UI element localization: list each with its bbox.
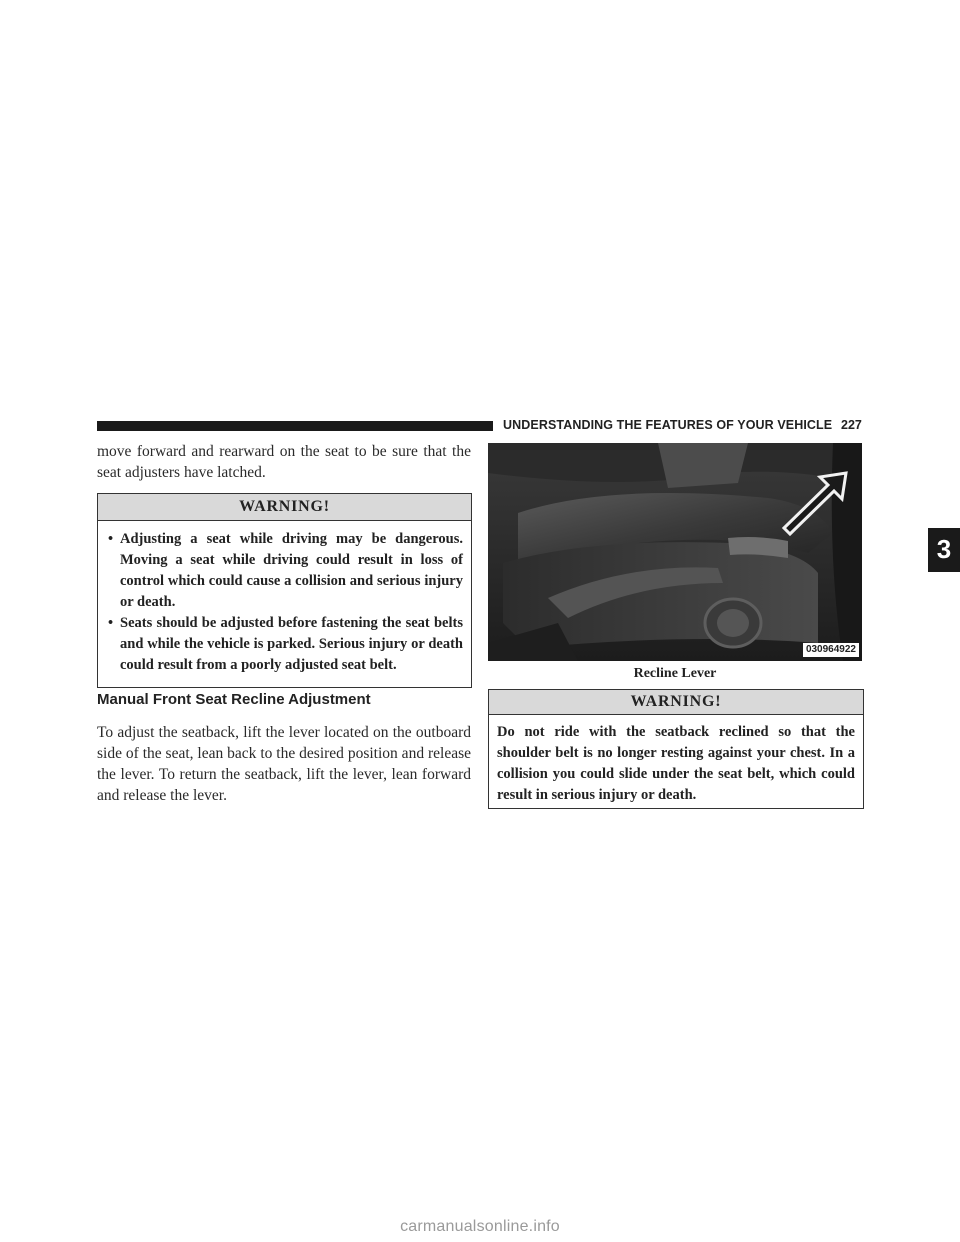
warning-text: Do not ride with the seatback reclined so that the shoulder belt is no longer resting against your chest. In a collision you could slide under the seat belt, which could result in serious injury or death. bbox=[497, 724, 855, 803]
warning-item bbox=[108, 529, 463, 613]
continuation-paragraph: move forward and rearward on the seat to be sure that the seat adjusters have latched. bbox=[97, 443, 471, 481]
warning-item-text: Adjusting a seat while driving may be dangerous. Moving a seat while driving could result in loss of control which could cause a collision and serious injury or death. bbox=[120, 531, 463, 610]
section-heading: Manual Front Seat Recline Adjustment bbox=[97, 691, 371, 708]
bullet-icon: • bbox=[108, 615, 114, 631]
warning-list bbox=[98, 521, 471, 676]
warning-item bbox=[108, 613, 463, 676]
recline-lever-photo bbox=[488, 443, 862, 661]
chapter-tab[interactable] bbox=[928, 528, 960, 572]
warning-box-seat-adjust bbox=[97, 493, 472, 688]
photo-caption: Recline Lever bbox=[633, 666, 717, 681]
seat-illustration bbox=[488, 443, 862, 661]
warning-item-text: Seats should be adjusted before fastening the seat belts and while the vehicle is parked. Serious injury or death could result from a poorly adjusted seat belt. bbox=[120, 615, 463, 673]
bullet-icon: • bbox=[108, 531, 114, 547]
chapter-number: 3 bbox=[936, 534, 952, 564]
page-header-title: UNDERSTANDING THE FEATURES OF YOUR VEHICLE bbox=[503, 418, 833, 432]
watermark-link[interactable]: carmanualsonline.info bbox=[400, 1218, 560, 1235]
page-number: 227 bbox=[841, 418, 862, 432]
warning-box-recline bbox=[488, 689, 864, 809]
warning-heading: WARNING! bbox=[98, 494, 471, 521]
photo-id-label: 030964922 bbox=[803, 643, 859, 657]
header-rule bbox=[97, 421, 493, 431]
warning-heading: WARNING! bbox=[489, 690, 863, 715]
recline-paragraph: To adjust the seatback, lift the lever located on the outboard side of the seat, lean back to the desired position and release the lever. To return the seatback, lift the lever, lean forward and release the lever. bbox=[97, 724, 471, 804]
